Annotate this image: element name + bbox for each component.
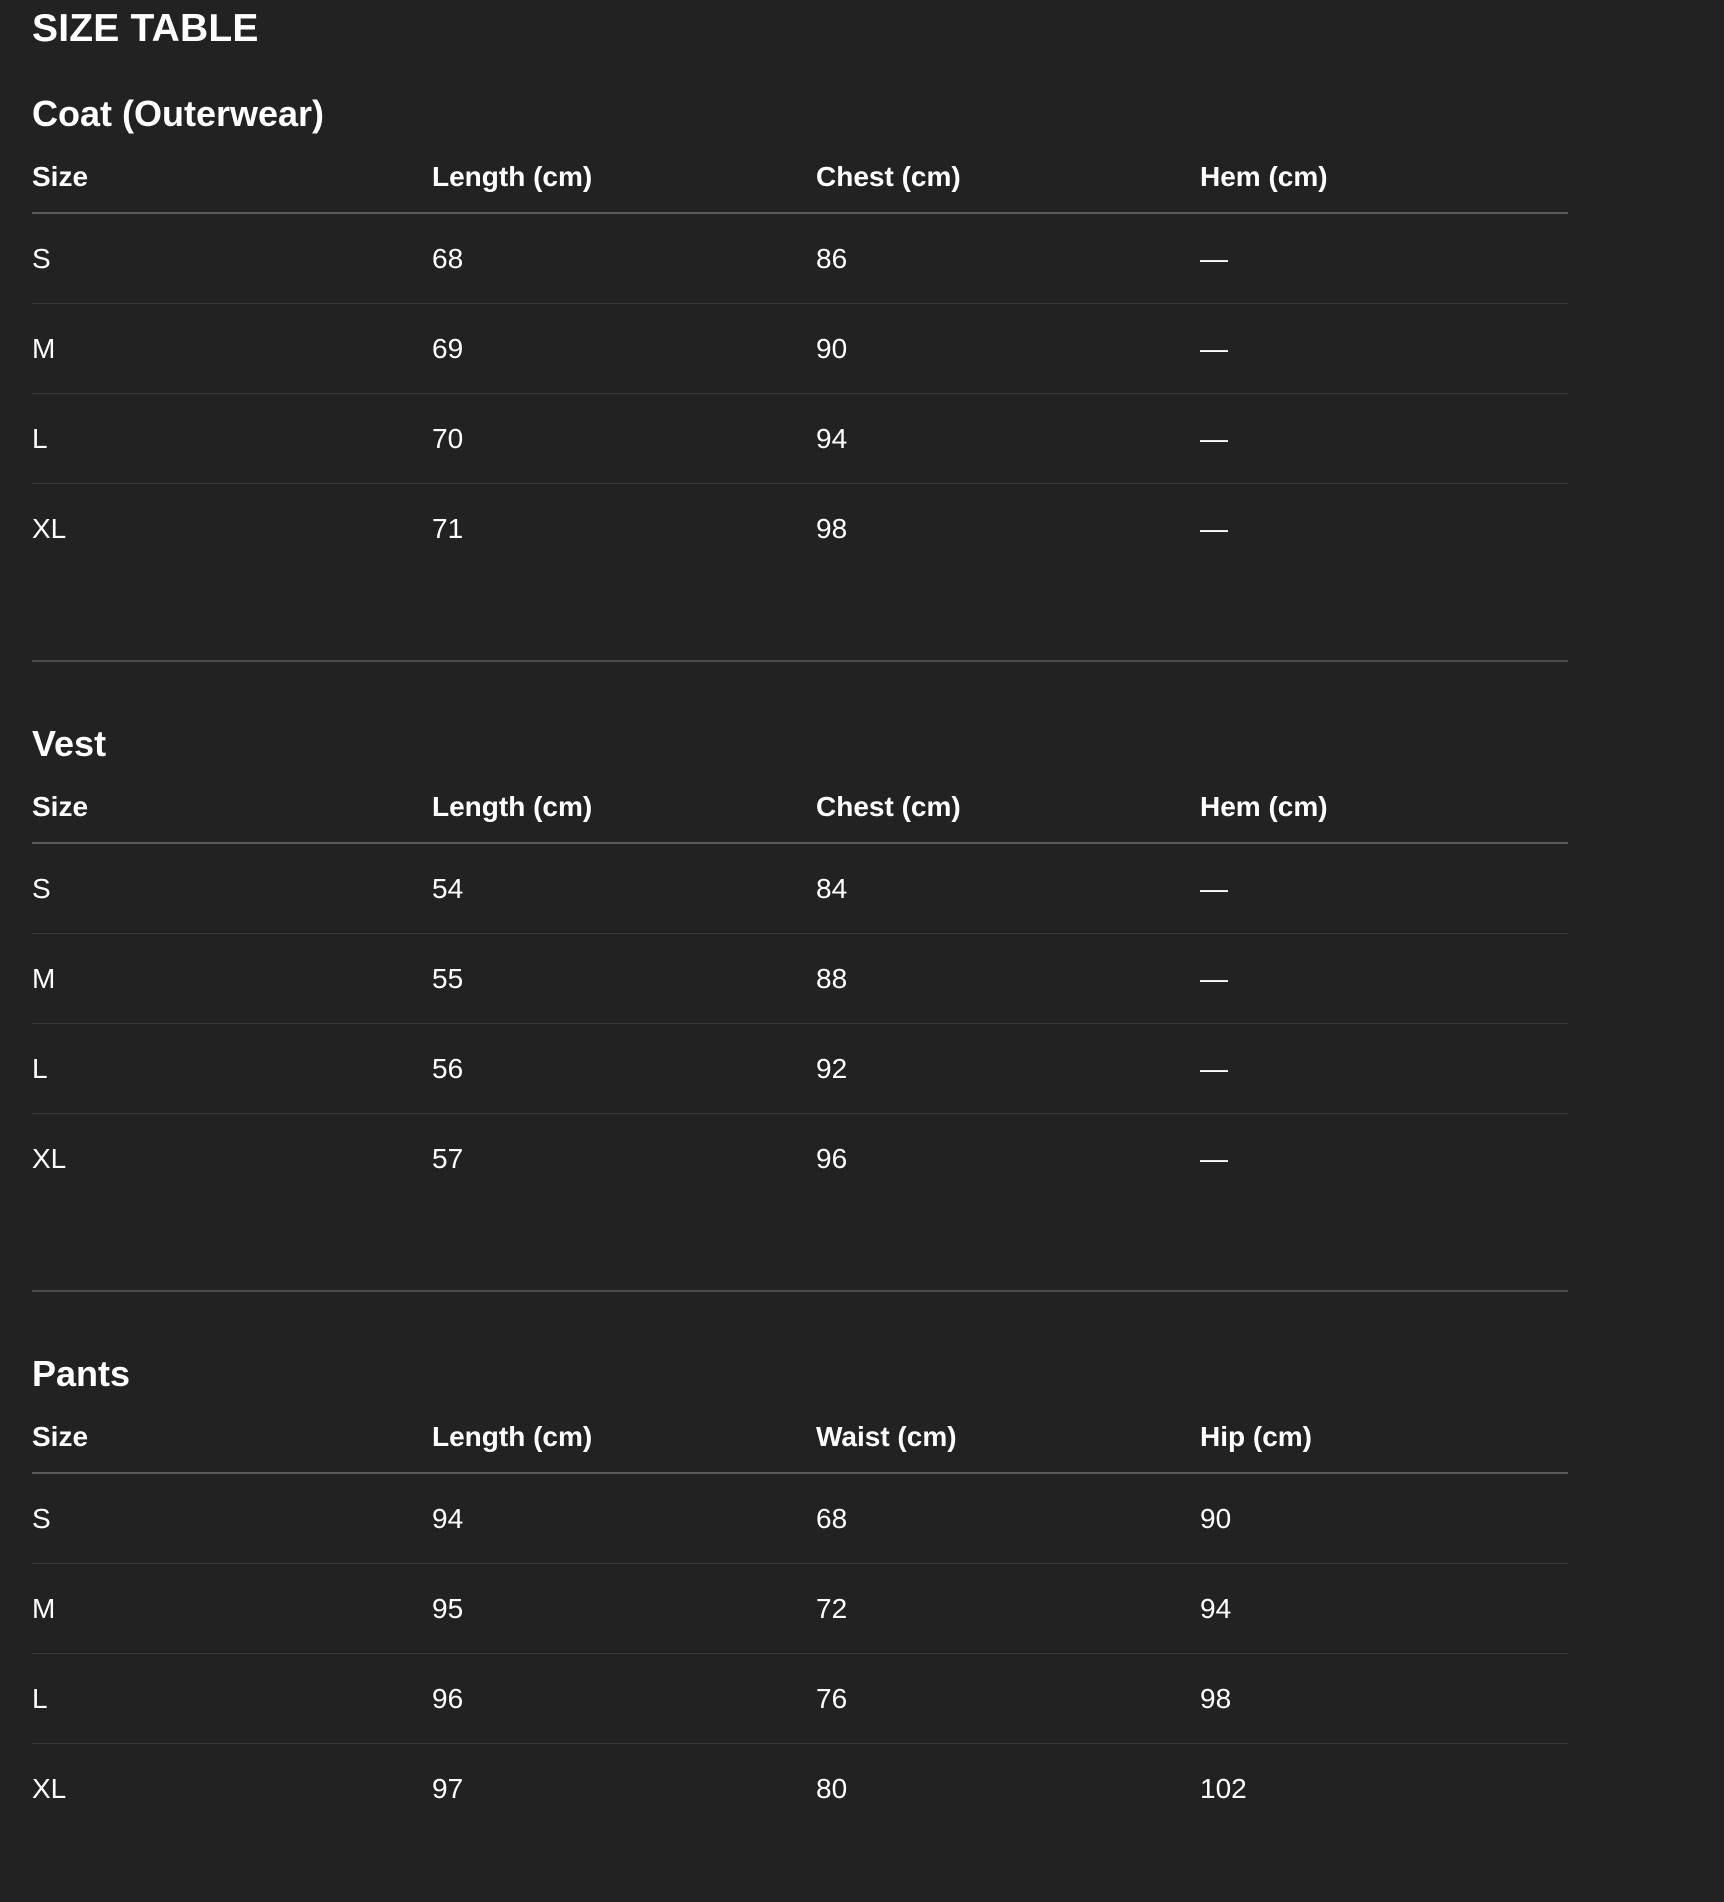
cell-chest: 90	[816, 304, 1200, 394]
cell-size: M	[32, 1564, 432, 1654]
cell-size: XL	[32, 1142, 67, 1174]
cell-hem: —	[1200, 394, 1568, 484]
size-table-coat	[32, 142, 1568, 573]
section-title: Coat (Outerwear)	[32, 93, 325, 134]
table-header-row	[32, 772, 1568, 843]
cell-hip: 90	[1200, 1473, 1568, 1564]
cell-length: 96	[432, 1654, 816, 1744]
cell-hem: —	[1200, 843, 1568, 934]
cell-length: 68	[432, 213, 816, 304]
cell-hip: 94	[1200, 1564, 1568, 1654]
table-row	[32, 1654, 1568, 1744]
cell-length: 57	[432, 1142, 464, 1174]
cell-hem: —	[1200, 304, 1568, 394]
table-row	[32, 1473, 1568, 1564]
cell-length: 56	[432, 1024, 816, 1114]
cell-hem: —	[1200, 213, 1568, 304]
column-header-hem: Hem (cm)	[1200, 142, 1568, 213]
cell-length: 69	[432, 304, 816, 394]
cell-length: 97	[432, 1772, 464, 1804]
cell-hem: —	[1200, 934, 1568, 1024]
cell-size: L	[32, 1024, 432, 1114]
table-row	[32, 934, 1568, 1024]
cell-size: M	[32, 304, 432, 394]
cell-hem: —	[1200, 512, 1228, 544]
cell-chest: 88	[816, 934, 1200, 1024]
cell-length: 95	[432, 1564, 816, 1654]
cell-length: 71	[432, 512, 464, 544]
column-header-size: Size	[32, 1402, 432, 1473]
section-divider	[32, 1290, 1568, 1292]
cell-hem: —	[1200, 1024, 1568, 1114]
column-header-length: Length (cm)	[432, 772, 816, 843]
cell-size: S	[32, 213, 432, 304]
column-header-hem: Hem (cm)	[1200, 772, 1568, 843]
cell-chest: 96	[816, 1142, 848, 1174]
cell-length: 70	[432, 394, 816, 484]
cell-hip: 98	[1200, 1654, 1568, 1744]
cell-chest: 86	[816, 213, 1200, 304]
cell-size: M	[32, 934, 432, 1024]
size-table-pants	[32, 1402, 1568, 1833]
cell-size: L	[32, 1654, 432, 1744]
column-header-hip: Hip (cm)	[1200, 1402, 1568, 1473]
cell-waist: 72	[816, 1564, 1200, 1654]
cell-chest: 98	[816, 512, 848, 544]
size-table-vest	[32, 772, 1568, 1203]
cell-chest: 84	[816, 843, 1200, 934]
table-row	[32, 304, 1568, 394]
cell-size: S	[32, 1473, 432, 1564]
cell-waist: 80	[816, 1772, 848, 1804]
cell-hip: 102	[1200, 1772, 1247, 1804]
table-header-row	[32, 1402, 1568, 1473]
table-row	[32, 843, 1568, 934]
column-header-chest: Chest (cm)	[816, 142, 1200, 213]
section-title: Vest	[32, 723, 107, 764]
cell-length: 94	[432, 1473, 816, 1564]
table-row	[32, 1744, 1568, 1834]
table-row	[32, 394, 1568, 484]
column-header-size: Size	[32, 772, 432, 843]
cell-length: 55	[432, 934, 816, 1024]
table-header-row	[32, 142, 1568, 213]
cell-waist: 76	[816, 1654, 1200, 1744]
table-row	[32, 1024, 1568, 1114]
column-header-length: Length (cm)	[432, 142, 816, 213]
section-divider	[32, 660, 1568, 662]
table-row	[32, 484, 1568, 574]
section-title: Pants	[32, 1353, 131, 1394]
table-row	[32, 213, 1568, 304]
column-header-length: Length (cm)	[432, 1402, 816, 1473]
page-title: SIZE TABLE	[32, 7, 259, 50]
cell-length: 54	[432, 843, 816, 934]
column-header-waist: Waist (cm)	[816, 1402, 1200, 1473]
cell-size: XL	[32, 1772, 67, 1804]
cell-chest: 92	[816, 1024, 1200, 1114]
column-header-chest: Chest (cm)	[816, 772, 1200, 843]
cell-size: L	[32, 394, 432, 484]
table-row	[32, 1564, 1568, 1654]
cell-size: S	[32, 843, 432, 934]
cell-hem: —	[1200, 1142, 1228, 1174]
cell-chest: 94	[816, 394, 1200, 484]
cell-waist: 68	[816, 1473, 1200, 1564]
cell-size: XL	[32, 512, 67, 544]
column-header-size: Size	[32, 142, 432, 213]
table-row	[32, 1114, 1568, 1204]
